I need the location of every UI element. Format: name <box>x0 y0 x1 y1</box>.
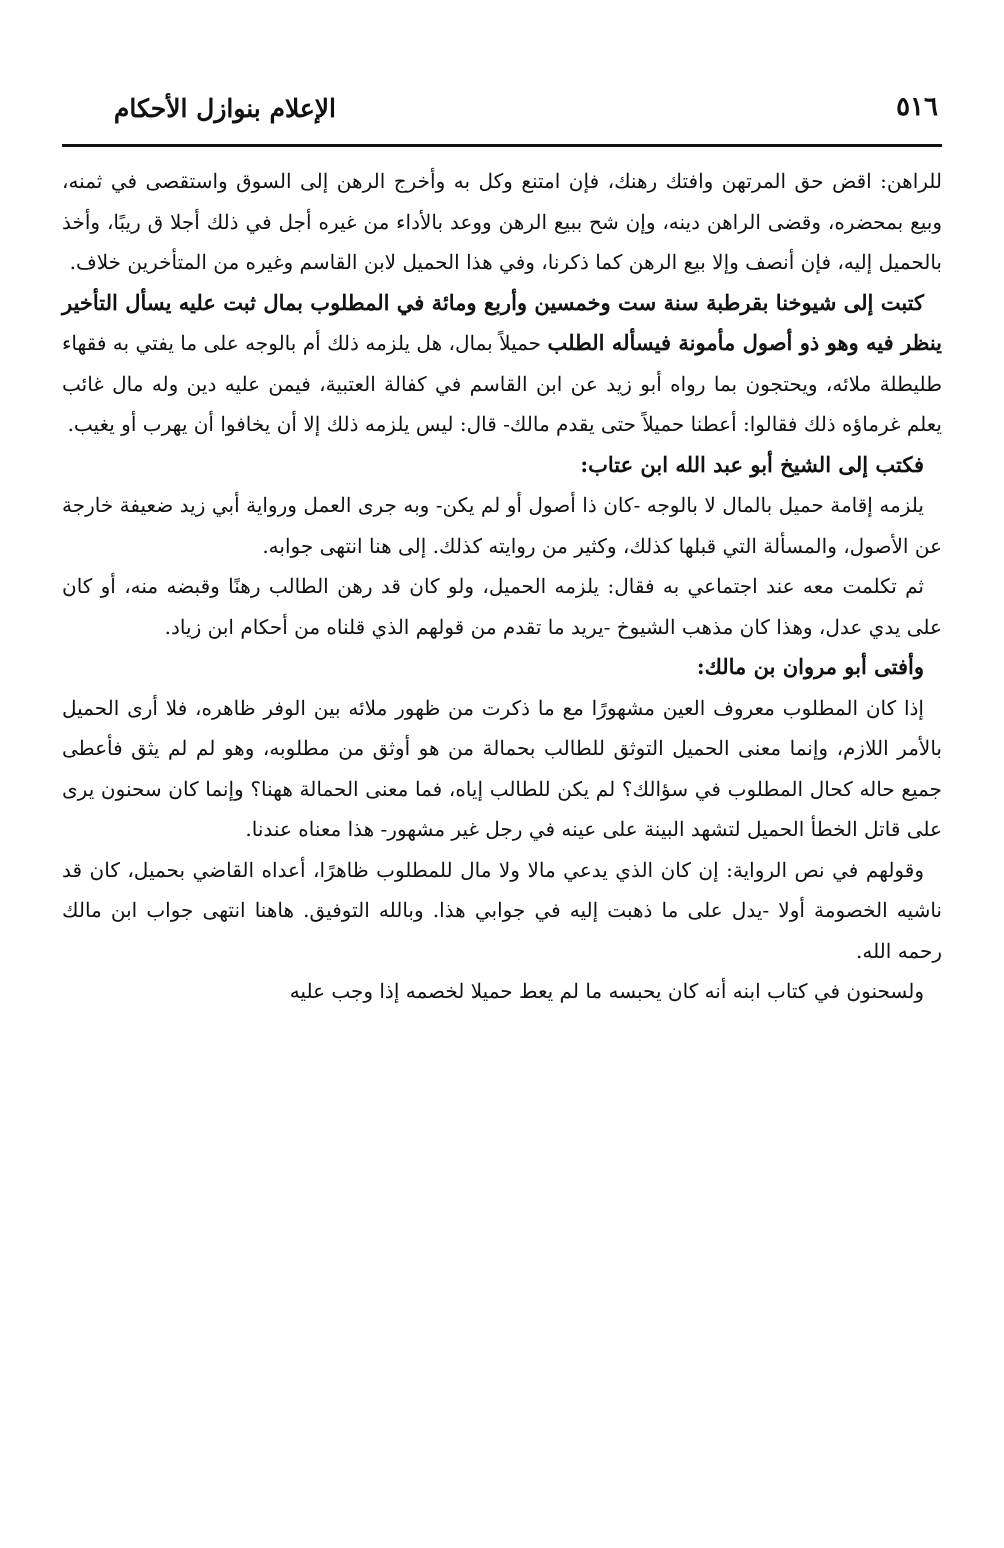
page-header <box>62 64 942 147</box>
heading-ibn-attab: فكتب إلى الشيخ أبو عبد الله ابن عتاب: <box>580 451 924 477</box>
page-number: ٥١٦ <box>896 92 938 122</box>
paragraph-ibn-attab-answer: يلزمه إقامة حميل بالمال لا بالوجه -كان ذا أصول أو لم يكن- وبه جرى العمل ورواية أبي زيد ضعيفة خارجة عن الأصول، والمسألة التي قبلها كذلك، وكثير من روايته كذلك. إلى هنا انتهى جوابه. <box>62 493 942 558</box>
paragraph-meeting: ثم تكلمت معه عند اجتماعي به فقال: يلزمه الحميل، ولو كان قد رهن الطالب رهنًا وقبضه منه، أو كان على يدي عدل، وهذا كان مذهب الشيوخ -يريد ما تقدم من قولهم الذي قلناه من أحكام ابن زياد. <box>62 574 942 639</box>
paragraph-rahin: للراهن: اقض حق المرتهن وافتك رهنك، فإن امتنع وكل به وأخرج الرهن إلى السوق واستقصى في ثمنه، وبيع بمحضره، وقضى الراهن دينه، وإن شح ببيع الرهن ووعد بالأداء من غيره أجل في ذلك أجلا ق ريبًا، وأخذ بالحميل إليه، فإن أنصف وإلا بيع الرهن كما ذكرنا، وفي هذا الحميل لابن القاسم وغيره من المتأخرين خلاف. <box>62 169 942 274</box>
question-rest: حميلاً بمال، هل يلزمه <box>365 331 542 355</box>
heading-ibn-malik: وأفتى أبو مروان بن مالك: <box>696 654 924 679</box>
document-page <box>62 64 942 1524</box>
paragraph-question <box>62 283 942 445</box>
paragraph-ibn-malik-answer: إذا كان المطلوب معروف العين مشهورًا مع ما ذكرت من ظهور ملائه بين الوفر ظاهره، فلا أرى الحميل بالأمر اللازم، وإنما معنى الحميل التوثق للطالب بحمالة من هو أوثق من مطلوبه، وهو لم لم يثق فأعطى جميع حاله كحال المطلوب في سؤالك؟ لم يكن للطالب إياه، فما معنى الحمالة ههنا؟ وإنما كان سحنون يرى على قاتل الخطأ الحميل لتشهد البينة على عينه في رجل غير مشهور- هذا معناه عندنا. <box>62 695 942 841</box>
paragraph-sahnun: ولسحنون في كتاب ابنه أنه كان يحبسه ما لم يعط حميلا لخصمه إذا وجب عليه <box>289 979 924 1003</box>
paragraph-riwaya: وقولهم في نص الرواية: إن كان الذي يدعي مالا ولا مال للمطلوب ظاهرًا، أعداه القاضي بحميل، كان قد ناشيه الخصومة أولا -يدل على ما ذهبت إليه في جوابي هذا. وبالله التوفيق. هاهنا انتهى جواب ابن مالك رحمه الله. <box>62 857 942 963</box>
question-heading: كتبت إلى شيوخنا بقرطبة سنة ست وخمسين وأربع ومائة في المطلوب بمال ثبت عليه يسأل التأخير ينظر فيه وهو ذو أصول مأمونة فيسأله الطلب <box>62 289 943 355</box>
question-body: ذلك أم بالوجه على ما يفتي به فقهاء طليطلة ملائه، ويحتجون بما رواه أبو زيد عن ابن القاسم في كفالة العتبية، فيمن عليه دين وله مال غائب يعلم غرماؤه ذلك فقالوا: أعطنا حميلاً حتى يقدم مالك- قال: ليس يلزمه ذلك إلا أن يخافوا أن يهرب أو يغيب. <box>62 331 942 436</box>
running-title: الإعلام بنوازل الأحكام <box>113 94 336 123</box>
page-body <box>62 147 942 1012</box>
